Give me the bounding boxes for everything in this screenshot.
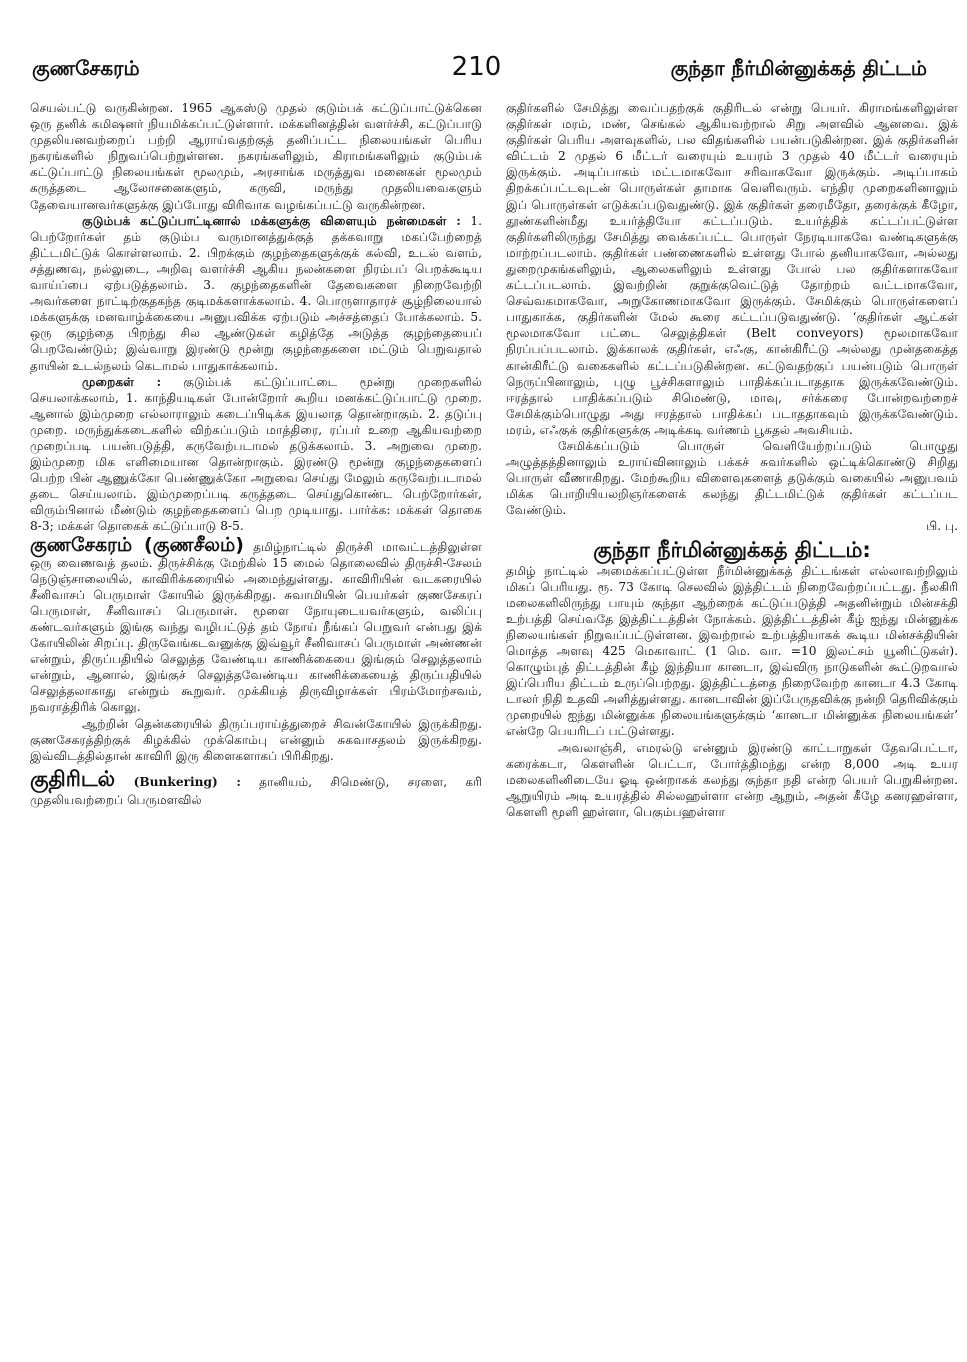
author-initials: பி. பு. bbox=[926, 519, 958, 534]
entry-title: குணசேகரம் (குணசீலம்) bbox=[30, 533, 244, 556]
paragraph: தமிழ் நாட்டில் அமைக்கப்பட்டுள்ள நீர்மின்னுக்கத் திட்டங்கள் எல்லாவற்றிலும் மிகப் பெரியது. ரூ. 73 கோடி செலவில் இத்திட்டம் நிறைவேற்றப்பட்டது. நீலகிரி மலைகளிலிருந்து பாயும் குந்தா ஆற்றைக் கட்டுப்படுத்தி அதனின்றும் மின்சக்தி உற்பத்தி செய்வதே இத்திட்டத்தின் நோக்கம். இத்திட்டத்தின் கீழ் ஐந்து மின்னுக்க நிலையங்கள் நிறுவப்பட்டுள்ளன. இவற்றால் உற்பத்தியாகக் கூடிய மின்சக்தியின் மொத்த அளவு 425 மெகாவாட் (1 மெ. வா. =10 இலட்சம் யூனிட்டுகள்). கொழும்புத் திட்டத்தின் கீழ் இந்தியா கானடா, இவ்விரு நாடுகளின் கூட்டுறவால் இப்பெரிய திட்டம் உருப்பெற்றது. இத்திட்டத்தை நிறைவேற்ற கானடா 4.3 கோடி டாலர் நிதி உதவி அளித்துள்ளது. கானடாவின் இப்பேருதவிக்கு நன்றி தெரிவிக்கும் முறையில் ஐந்து மின்னுக்க நிலையங்களுக்கும் ‘கானடா மின்னுக்க நிலையங்கள்’ என்றே பெயரிடப் பட்டுள்ளது. bbox=[506, 563, 958, 739]
entry-title: குதிரிடல் bbox=[30, 766, 116, 791]
page-number: 210 bbox=[451, 52, 502, 82]
paragraph: ஆற்றின் தென்கரையில் திருப்பராய்த்துறைச் சிவன்கோயில் இருக்கிறது. குணசேகரத்திற்குக் கிழக்கில் முக்கொம்பு என்னும் சுகவாசதலம் இருக்கிறது. இவ்விடத்தில்தான் காவிரி இரு கிளைகளாகப் பிரிகிறது. bbox=[30, 716, 482, 763]
paragraph bbox=[30, 374, 482, 535]
paragraph-text: குடும்பக் கட்டுப்பாட்டை மூன்று முறைகளில் செயலாக்கலாம், 1. காந்தியடிகள் போன்றோர் கூறிய மனக்கட்டுப்பாட்டு முறை. ஆனால் இம்முறை எல்லாராலும் கடைப்பிடிக்க இயலாத தொன்றாகும். 2. தடுப்பு முறை. மருந்துக்கடைகளில் விற்கப்படும் மாத்திரை, ரப்பர் உறை ஆகியவற்றை முறைப்படி பயன்படுத்தி, கருவேற்படாமல் தடுக்கலாம். 3. அறுவை முறை. இம்முறை மிக எளிமையான தொன்றாகும். இரண்டு மூன்று குழந்தைகளைப் பெற்ற பின் ஆணுக்கோ பெண்ணுக்கோ அறுவை செய்து மேலும் கருவேற்படாமல் தடை செய்யலாம். இம்முறைப்படி கருத்தடை செய்துகொண்ட பெற்றோர்கள், விரும்பினால் மீண்டும் குழந்தைகளைப் பெற முடியாது. பார்க்க: மக்கள் தொகை 8-3; மக்கள் தொகைக் கட்டுப்பாடு 8-5. bbox=[30, 374, 482, 534]
entry-text: தானியம், சிமெண்டு, சரளை, கரி முதலியவற்றைப் பெருமளவில் bbox=[30, 774, 482, 807]
paragraph: செயல்பட்டு வருகின்றன. 1965 ஆகஸ்டு முதல் குடும்பக் கட்டுப்பாட்டுக்கென ஒரு தனிக் கமிஷனர் நியமிக்கப்பட்டுள்ளார். மக்களினத்தின் வளர்ச்சி, கட்டுப்பாடு முதலியனவற்றைப் பற்றி ஆராய்வதற்குத் தனிப்பட்ட நிலையங்கள் பெரிய நகரங்களில் நிறுவப்பெற்றுள்ளன. நகரங்களிலும், கிராமங்களிலும் குடும்பக் கட்டுப்பாட்டு நிலையங்கள் மூலமும், அரசாங்க மருத்துவ மனைகள் மூலமும் கருத்தடை ஆலோசனைகளும், கருவி, மருந்து முதலியவைகளும் தேவையானவர்களுக்கு இப்போது விரிவாக வழங்கப்பட்டு வருகின்றன. bbox=[30, 101, 482, 212]
subheading: குடும்பக் கட்டுப்பாட்டினால் மக்களுக்கு விளையும் நன்மைகள் : bbox=[82, 213, 461, 228]
paragraph: குதிர்களில் சேமித்து வைப்பதற்குக் குதிரிடல் என்று பெயர். கிராமங்களிலுள்ள குதிர்கள் மரம், மண், செங்கல் ஆகியவற்றால் சிறு அளவில் ஆனவை. இக் குதிர்கள் பெரிய அளவுகளில், பல விதங்களில் பயன்படுகின்றன. இக் குதிர்களின் விட்டம் 2 முதல் 6 மீட்டர் வரையும் உயரம் 3 முதல் 40 மீட்டர் வரையும் இருக்கும். அடிப்பாகம் மட்டமாகவோ சரிவாகவோ இருக்கும். அடிப்பாகம் திறக்கப்பட்டவுடன் பொருள்கள் தாமாக வெளிவரும். எந்திர முறைகளினாலும் இப் பொருள்கள் எடுக்கப்படுவதுண்டு. இக் குதிர்கள் தரைமீதோ, தரைக்குக் கீழோ, தூண்களின்மீது உயர்த்தியோ கட்டப்படும். உயர்த்திக் கட்டப்பட்டுள்ள குதிர்களிலிருந்து சேமித்து வைக்கப்பட்ட பொருள் நேரடியாகவே வண்டிகளுக்கு மாற்றப்படலாம். குதிர்கள் பண்ணைகளில் உள்ளது போல் தனியாகவோ, அல்லது துறைமுகங்களிலும், ஆலைகளிலும் உள்ளது போல் பல குதிர்களாகவோ கட்டப்படலாம். இவற்றின் குறுக்குவெட்டுத் தோற்றம் வட்டமாகவோ, செவ்வகமாகவோ, அறுகோணமாகவோ இருக்கும். சேமிக்கும் பொருள்களைப் பாதுகாக்க, குதிர்களின் மேல் கூரை கட்டப்படுவதுண்டு. ‘குதிர்கள் ஆட்கள் மூலமாகவோ பட்டை செலுத்திகள் (Belt conveyors) மூலமாகவோ நிரப்பப்படலாம். இக்காலக் குதிர்கள், எஃகு, கான்கிரீட்டு அல்லது முன்தகைத்த கான்கிரீட்டு வகைகளில் கட்டப்படுகின்றன. கட்டுவதற்குப் பயன்படும் பொருள் நெருப்பினாலும், புழு பூச்சிகளாலும் பாதிக்கப்படாததாக இருக்கவேண்டும். ஈரத்தால் பாதிக்கப்படும் சிமெண்டு, மாவு, சர்க்கரை போன்றவற்றைச் சேமிக்கும்பொழுது அது ஈரத்தால் பாதிக்கப் படாததாகவும் இருக்கவேண்டும். மரம், எஃகுக் குதிர்களுக்கு அடிக்கடி வர்ணம் பூசுதல் அவசியம். bbox=[506, 101, 958, 437]
right-column bbox=[506, 100, 958, 820]
entry-subtitle: (Bunkering) : bbox=[115, 774, 241, 789]
left-column bbox=[30, 100, 482, 808]
running-header bbox=[26, 52, 927, 92]
paragraph-text: 1. பெற்றோர்கள் தம் குடும்ப வருமானத்துக்குத் தக்கவாறு மகப்பேற்றைத் திட்டமிட்டுக் கொள்ளலாம். 2. பிறக்கும் குழந்தைகளுக்குக் கல்வி, உடல் வளம், சத்துணவு, நல்லுடை, அறிவு வளர்ச்சி ஆகிய நலன்களை நிரம்பப் பெறக்கூடிய வாய்ப்பை ஏற்படுத்தலாம். 3. குழந்தைகளின் தேவைகளை நிறைவேற்றி அவர்களை நாட்டிற்குதகந்த குடிமக்களாக்கலாம். 4. பொருளாதாரச் சூழ்நிலையால் மக்களுக்கு மனவாழ்க்கையை அனுபவிக்க ஏற்படும் அச்சத்தைப் போக்கலாம். 5. ஒரு குழந்தை பிறந்து சில ஆண்டுகள் கழித்தே அடுத்த குழந்தையைப் பெறவேண்டும்; இவ்வாறு இரண்டு மூன்று குழந்தைகளை மட்டும் பெறுவதால் தாயின் உடல்நலம் கெடாமல் பாதுகாக்கலாம். bbox=[30, 213, 482, 373]
entry bbox=[506, 537, 958, 563]
paragraph bbox=[30, 213, 482, 374]
entry-title: குந்தா நீர்மின்னுக்கத் திட்டம்: bbox=[593, 537, 871, 562]
entry bbox=[30, 766, 482, 808]
subheading: முறைகள் : bbox=[82, 374, 162, 389]
paragraph: சேமிக்கப்படும் பொருள் வெளியேற்றப்படும் பொழுது அழுத்தத்தினாலும் உராய்வினாலும் பக்கச் சுவர்களில் ஒட்டிக்கொண்டு சிறிது பொருள் வீணாகிறது. மேற்கூறிய விளைவுகளைத் தடுக்கும் வகையில் அனுபவம் மிக்க பொறியியலறிஞர்களைக் கலந்து திட்டமிட்டுக் குதிர்கள் கட்டப்பட வேண்டும். bbox=[506, 438, 958, 518]
entry bbox=[30, 533, 483, 716]
paragraph: அவலாஞ்சி, எமரல்டு என்னும் இரண்டு காட்டாறுகள் தேவபெட்டா, கரைக்கடா, கௌளின் பெட்டா, போர்த்திமந்து என்ற 8,000 அடி உயர மலைகளினிடையே ஓடி ஒன்றாகக் கலந்து குந்தா நதி என்ற பெயர் பெறுகின்றன. ஆறுயிரம் அடி உயரத்தில் சில்லஹள்ளா என்ற ஆறும், அதன் கீழே கனரஹள்ளா, கௌளி மூளி ஹள்ளா, பெகும்பஹள்ளா bbox=[506, 740, 958, 819]
entry-text: தமிழ்நாட்டில் திருச்சி மாவட்டத்திலுள்ள ஒரு வைணவத் தலம். திருச்சிக்கு மேற்கில் 15 மைல் தொலைவில் திருச்சி-சேலம் நெடுஞ்சாலையில், காவிரிக்கரையில் அமைந்துள்ளது. காவிரியின் வடகரையில் சீனிவாசப் பெருமாள் கோயில் இருக்கிறது. சுவாமியின் பெயர்கள் குணசேகரப் பெருமாள், சீனிவாசப் பெருமாள். மூளை நோயுடையவர்களும், வலிப்பு கண்டவர்களும் இங்கு வந்து வழிபட்டுத் தம் நோய் நீங்கப் பெறுவர் என்பது இக் கோயிலின் சிறப்பு. திருவேங்கடவனுக்கு இவ்வூர் சீனிவாசப் பெருமாள் அண்ணன் என்றும், திருப்பதியில் செலுத்த வேண்டிய காணிக்கையை இங்கும் செலுத்தலாம் என்றும், ஆனால், இங்குச் செலுத்தவேண்டிய காணிக்கையைத் திருப்பதியில் செலுத்தலாகாது என்றும் கூறுவர். முக்கியத் திருவிழாக்கள் பிரம்மோற்சவம், நவராத்திரிக் கொலு. bbox=[30, 539, 483, 715]
header-left-title: குணசேகரம் bbox=[32, 56, 140, 80]
two-column-body bbox=[30, 100, 958, 1362]
header-right-title: குந்தா நீர்மின்னுக்கத் திட்டம் bbox=[670, 56, 927, 80]
